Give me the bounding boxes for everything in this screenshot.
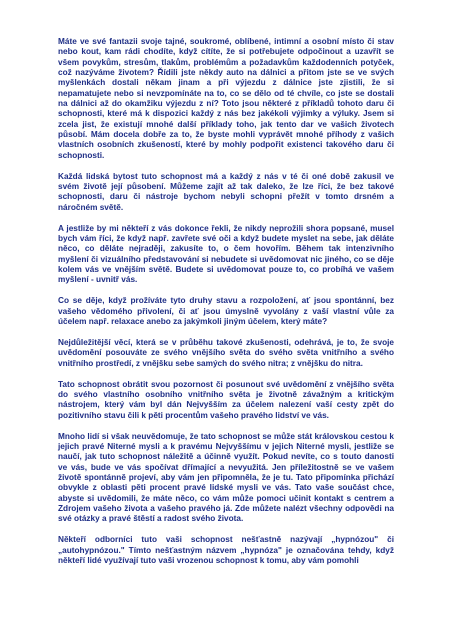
- paragraph-7: Mnoho lidí si však neuvědomuje, že tato schopnost se může stát královskou cestou k jejich pravé Niterné mysli a k pravému Nejvyššímu v jejich Niterné mysli, jestliže se naučí, jak tuto schopnost náležitě a účinně využít. Pokud nevíte, co s touto danosti ve vás, bude ve vás spočívat dřímající a nevyužitá. Jen příležitostně se ve vašem životě spontánně projeví, aby vám jen připomněla, že je tu. Tato připomínka přichází obvykle z oblasti pěti procent pravé lidské mysli ve vás. Tato vaše součást chce, abyste si uvědomili, že máte něco, co vám může pomoci učinit kontakt s centrem a Zdrojem vašeho života a vašeho pravého já. Zde můžete nalézt všechny odpovědi na své otázky a pravé štěstí a radost svého života.: [58, 431, 394, 524]
- paragraph-6: Tato schopnost obrátit svou pozornost či posunout své uvědomění z vnějšího světa do svého vlastního osobního vnitřního světa je životně závažným a kritickým nástrojem, který vám byl dán Nejvyšším za účelem nalezení vaší cesty zpět do pozitivního stavu čili k pěti procentům vašeho pravého lidství ve vás.: [58, 379, 394, 420]
- paragraph-8: Někteří odborníci tuto vaši schopnost nešťastně nazývají „hypnózou" či „autohypnózou." Tímto nešťastným názvem „hypnóza" je označována tehdy, když někteří lidé využívají tuto vaši vrozenou schopnost k tomu, aby vám pomohli: [58, 535, 394, 565]
- paragraph-5: Nejdůležitější věcí, která se v průběhu takové zkušenosti, odehrává, je to, že svoje uvědomění posouváte ze svého vnějšího světa do svého světa vnitřního a svého vnitřního prostředí, z vnějšku sebe samých do svého nitra; z vnějšku do nitra.: [58, 337, 394, 368]
- paragraph-1: Máte ve své fantazii svoje tajné, soukromé, oblíbené, intimní a osobní místo či stav nebo kout, kam rádi chodíte, když cítíte, že si potřebujete odpočinout a uzavřít se všem povykům, stresům, tlakům, problémům a požadavkům každodenních potyček, což nazýváme životem? Řídili jste někdy auto na dálnici a přitom jste se ve svých myšlenkách dostali někam jinam a při výjezdu z dálnice jste zjistili, že si nepamatujete nebo si nevzpomínáte na to, co se dělo od té chvíle, co jste se dostali na dálnici až do okamžiku výjezdu z ní? Toto jsou některé z příkladů tohoto daru či schopnosti, které má k dispozici každý z nás bez jakékoli výjimky a výluky. Jsem si zcela jist, že existují mnohé další příklady toho, jak tento dar ve vašich životech působí. Mám docela dobře za to, že byste mohli vyprávět mnohé příhody z vašich vlastních osobních zkušeností, které by mohly podpořit existenci takového daru či schopnosti.: [58, 37, 394, 160]
- paragraph-2: Každá lidská bytost tuto schopnost má a každý z nás v té či oné době zakusil ve svém životě její působení. Můžeme zajít až tak daleko, že lze říci, že bez takové schopnosti, daru či nástroje bychom nebyli schopni přežít v tomto drsném a náročném světě.: [58, 171, 394, 212]
- paragraph-4: Co se děje, když prožíváte tyto druhy stavu a rozpoložení, ať jsou spontánní, bez vašeho vědomého přivolení, či ať jsou úmyslně vyvolány z vaší vlastní vůle za účelem např. relaxace anebo za jakýmkoli jiným účelem, který máte?: [58, 296, 394, 327]
- paragraph-3: A jestliže by mi někteří z vás dokonce řekli, že nikdy neprožili shora popsané, musel bych vám říci, že když např. zavřete své oči a když budete myslet na sebe, jak děláte něco, co děláte nejraději, zakusíte to, o čem hovořím. Během tak intenzivního myšlení či vizuálního představování si nebudete si uvědomovat nic jiného, co se děje kolem vás ve vnějším světě. Budete si uvědomovat pouze to, co probíhá ve vašem myšlení - uvnitř vás.: [58, 223, 394, 285]
- document-page: [58, 37, 394, 577]
